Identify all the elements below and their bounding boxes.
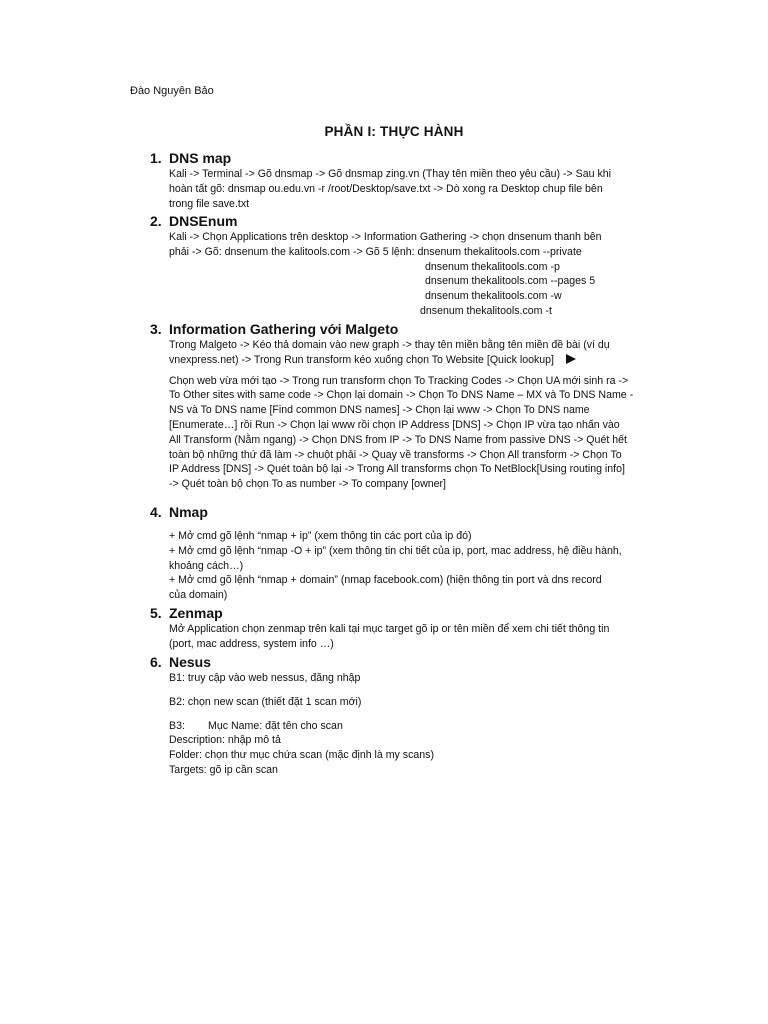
section-body <box>169 338 650 492</box>
text-line: Kali -> Terminal -> Gõ dnsmap -> Gõ dnsmap zing.vn (Thay tên miền theo yêu cầu) -> Sau khi <box>169 168 612 180</box>
section-title: DNSEnum <box>169 213 238 229</box>
step-line: B1: truy cập vào web nessus, đăng nhập <box>169 672 361 684</box>
section-heading <box>150 320 650 338</box>
step-line: B2: chọn new scan (thiết đặt 1 scan mới) <box>169 695 362 708</box>
text-line: -> Quét toàn bộ chọn To as number -> To company [owner] <box>169 478 446 491</box>
author-name: Đào Nguyên Bảo <box>130 85 214 97</box>
section-title: Zenmap <box>169 605 223 621</box>
command-line: dnsenum thekalitools.com -w <box>425 290 562 303</box>
section-dnsenum <box>150 212 640 319</box>
text-line: IP Address [DNS] -> Quét toàn bộ lại -> Trong All transforms chọn To NetBlock[Using routing info] <box>169 463 625 476</box>
section-number: 3. <box>150 321 162 337</box>
section-number: 4. <box>150 504 162 520</box>
section-heading <box>150 149 640 167</box>
text-line: Mở Application chọn zenmap trên kali tại mục target gõ ip or tên miền để xem chi tiết thông tin <box>169 623 610 635</box>
text-line: hoàn tất gõ: dnsmap ou.edu.vn -r /root/Desktop/save.txt -> Dò xong ra Desktop chup file bên <box>169 182 603 195</box>
section-title: Nmap <box>169 504 208 520</box>
text-line: Chọn web vừa mới tạo -> Trong run transform chọn To Tracking Codes -> Chọn UA mới sinh ra -> <box>169 374 629 387</box>
step-label: B3: <box>169 719 185 732</box>
text-line: trong file save.txt <box>169 197 250 210</box>
text-line: phải -> Gõ: dnsenum the kalitools.com -> Gõ 5 lệnh: dnsenum thekalitools.com --private <box>169 245 582 258</box>
text-span: vnexpress.net) -> Trong Run transform kéo xuống chọn To Website [Quick lookup] <box>169 353 555 366</box>
text-line: của domain) <box>169 589 228 602</box>
text-line: Trong Malgeto -> Kéo thả domain vào new graph -> thay tên miền bằng tên miền đề bài (ví dụ <box>169 339 610 351</box>
section-number: 5. <box>150 605 162 621</box>
section-body <box>169 529 650 603</box>
section-title: Nesus <box>169 654 212 670</box>
section-title: DNS map <box>169 150 232 166</box>
text-line: + Mở cmd gõ lệnh “nmap + domain” (nmap facebook.com) (hiện thông tin port và dns record <box>169 574 602 587</box>
section-body <box>169 230 640 319</box>
section-number: 6. <box>150 654 162 670</box>
section-heading <box>150 653 640 671</box>
play-icon <box>566 354 576 364</box>
section-heading <box>150 212 640 230</box>
text-line: (port, mac address, system info …) <box>169 637 334 650</box>
text-line: NS và To DNS name [Find common DNS names] -> Chọn lại www -> Chọn To DNS name <box>169 404 590 417</box>
step-item: Folder: chọn thư mục chứa scan (mặc định là my scans) <box>169 749 435 762</box>
step-item: Targets: gõ ip cần scan <box>169 763 278 776</box>
text-line: All Transform (Nằm ngang) -> Chọn DNS from IP -> To DNS Name from passive DNS -> Quét hết <box>169 433 627 446</box>
command-line: dnsenum thekalitools.com -t <box>420 304 552 317</box>
section-body <box>169 671 640 778</box>
page-title: PHẦN I: THỰC HÀNH <box>324 124 464 139</box>
step-row <box>169 719 640 734</box>
section-title: Information Gathering với Malgeto <box>169 321 399 337</box>
section-number: 2. <box>150 213 162 229</box>
section-body <box>169 622 640 652</box>
section-nesus <box>150 653 640 778</box>
text-line: khoảng cách…) <box>169 559 244 572</box>
step-item: Mục Name: đặt tên cho scan <box>208 719 343 732</box>
text-line: To Other sites with same code -> Chọn lại domain -> Chọn To DNS Name – MX và To DNS Name - <box>169 389 634 402</box>
section-heading <box>150 604 640 622</box>
text-line <box>169 353 650 368</box>
section-number: 1. <box>150 150 162 166</box>
text-line: + Mở cmd gõ lệnh “nmap -O + ip” (xem thông tin chi tiết của ip, port, mac address, hệ điều hành, <box>169 544 622 557</box>
text-line: [Enumerate…] rồi Run -> Chọn lại www rồi chọn IP Address [DNS] -> Chọn IP vừa tạo nhấn vào <box>169 418 620 431</box>
section-malgeto <box>150 320 650 492</box>
section-zenmap <box>150 604 640 652</box>
text-line: Kali -> Chọn Applications trên desktop -> Information Gathering -> chọn dnsenum thanh bên <box>169 231 602 243</box>
text-line: + Mở cmd gõ lệnh “nmap + ip” (xem thông tin các port của ip đó) <box>169 530 472 542</box>
section-heading <box>150 503 650 521</box>
command-line: dnsenum thekalitools.com --pages 5 <box>425 275 596 288</box>
text-line: toàn bộ những thứ đã làm -> chuột phải -> Quay về transforms -> Chọn All transform -> Chọn To <box>169 448 622 461</box>
command-line: dnsenum thekalitools.com -p <box>425 260 560 273</box>
step-item: Description: nhập mô tả <box>169 734 281 747</box>
section-body <box>169 167 640 211</box>
section-dns-map <box>150 149 640 211</box>
section-nmap <box>150 503 650 603</box>
